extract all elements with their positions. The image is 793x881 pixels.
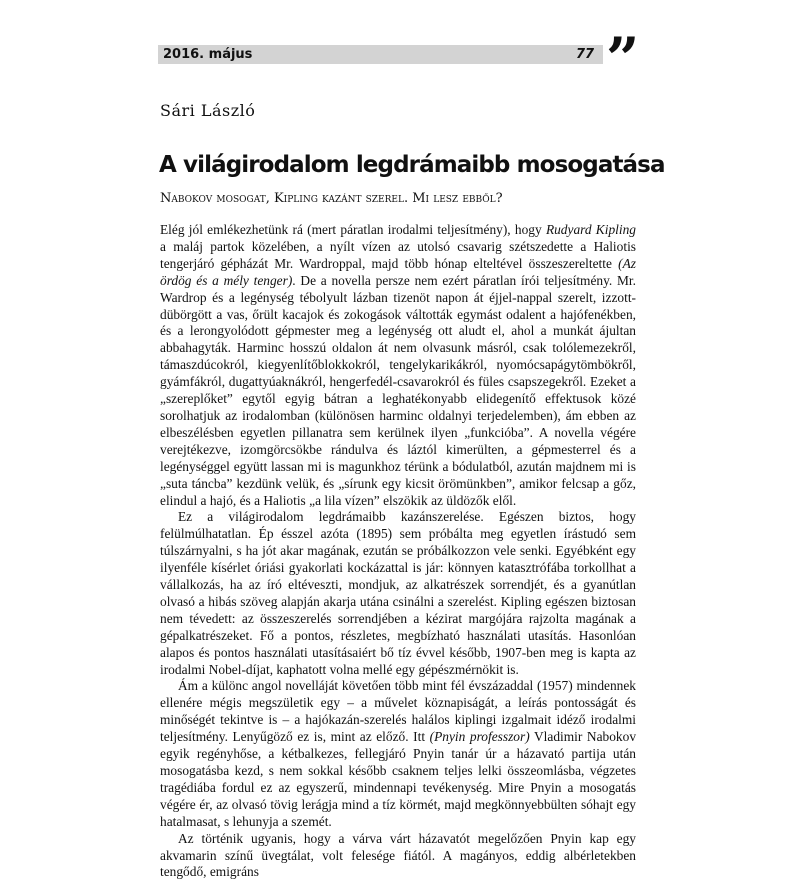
issue-date: 2016. május [163, 47, 253, 62]
body-paragraph [160, 509, 636, 678]
text-run: Elég jól emlékezhetünk rá (mert páratlan irodalmi teljesítmény), hogy [160, 222, 546, 237]
italic-title-ref: (Az ördög és a mély tenger) [160, 255, 636, 288]
body-paragraph [160, 678, 636, 830]
article-subtitle: Nabokov mosogat, Kipling kazánt szerel. Mi lesz ebből? [160, 191, 503, 206]
text-run: Az történik ugyanis, hogy a várva várt házavatót megelőzően Pnyin kap egy akvamarin színű üvegtálat, volt felesége fiától. A magányos, eddig albérletekben tengődő, emigráns [160, 830, 636, 880]
body-paragraph [160, 222, 636, 509]
page-number: 77 [576, 47, 595, 62]
text-run: . De a novella persze nem ezért páratlan írói teljesítmény. Mr. Wardrop és a legénység tébolyult lázban tizenöt napon át éjjel-nappal szerelt, izzott-dübörgött a vas, őrült kacajok és zokogások váltották egymást odalent a hajófenékben, és a lerongyolódott gépmester meg a legénység ott aludt el, ahol a munkát ájultan abbahagyták. Harminc hosszú oldalon át nem olvasunk másról, csak tolólemezekről, támaszdúcokról, kiegyenlítőblokkokról, tengelykarikákról, nyomócsapágytömbökről, gyámfákról, dugattyúaknákról, hengerfedél-csavarokról és füles csapszegekről. Ezeket a „szereplőket” egytől egyig bátran a leghatékonyabb elidegenítő effektusok közé sorolhatjuk az irodalomban (különösen harminc oldalnyi terjedelemben), ám ebben az elbeszélésben egyetlen pillanatra sem kerülnek ilyen „funkcióba”. A novella végére verejtékezve, izomgörcsökbe rándulva és láztól kimerülten, a gépmesterrel és a legénységgel együtt lassan mi is magunkhoz térünk a bódulatból, azután majdnem mi is „suta táncba” kezdünk velük, és „sírunk egy kicsit örömünkben”, amikor felcsap a gőz, elindul a hajó, és a Haliotis „a lila vízen” elszökik az üldözők elől. [160, 272, 636, 508]
article-body [160, 222, 636, 881]
text-run: a maláj partok közelében, a nyílt vízen az utolsó csavarig szétszedette a Haliotis tengerjáró gépházát Mr. Wardroppal, majd több hónap elteltével összeszereltette [160, 238, 636, 271]
author-name: Sári László [160, 101, 256, 120]
body-paragraph [160, 831, 636, 881]
text-run: Ez a világirodalom legdrámaibb kazánszerelése. Egészen biztos, hogy felülmúlhatatlan. Ép ésszel azóta (1895) sem próbálta meg egyetlen írástudó sem túlszárnyalni, s ha jót akar magának, ezután se próbálkozzon vele senki. Egyébként egy ilyenféle kísérlet óriási gyakorlati kockázattal is jár: könnyen katasztrófába torkollhat a vállalkozás, ha az író eltéveszti, mondjuk, az alkatrészek sorrendjét, és a gyanútlan olvasó a hibás szöveg alapján akarja utána csinálni a szerelést. Kipling egészen biztosan nem tévedett: az összeszerelés sorrendjében a kézirat margójára rajzolta magának a gépalkatrészeket. Fő a pontos, részletes, megbízható használati utasítás. Hasonlóan alapos és pontos használati utasításaiért bő tíz évvel később, 1907-ben meg is kapta az irodalmi Nobel-díjat, kaphatott volna mellé egy gépészmérnökit is. [160, 509, 636, 677]
italic-title-ref: (Pnyin professzor) [429, 729, 530, 745]
italic-title-ref: Rudyard Kipling [545, 222, 636, 237]
quote-mark-icon: ” [606, 25, 640, 93]
article-title: A világirodalom legdrámaibb mosogatása [159, 152, 665, 178]
text-run: Ám a különc angol novelláját követően több mint fél évszázaddal (1957) mindennek ellenére mégis megszületik egy – a művelet köznapiságát, a leírás pontosságát és minőségét tekintve is – a hajókazán-szerelés halálos kiplingi izgalmait idéző irodalmi teljesítmény. Lenyűgöző ez is, mint az előző. Itt [160, 678, 636, 745]
text-run: Vladimir Nabokov egyik regényhőse, a kétbalkezes, fellegjáró Pnyin tanár úr a házavató partija után mosogatásba kezd, s nem sokkal később csaknem teljes lelki összeomlásba, végzetes tragédiába fordul ez az egyszerű, mindennapi tevékenység. Mire Pnyin a mosogatás végére ér, az olvasó tövig lerágja mind a tíz körmét, majd megkönnyebbülten sóhajt egy hatalmasat, s lehunyja a szemét. [160, 729, 637, 829]
